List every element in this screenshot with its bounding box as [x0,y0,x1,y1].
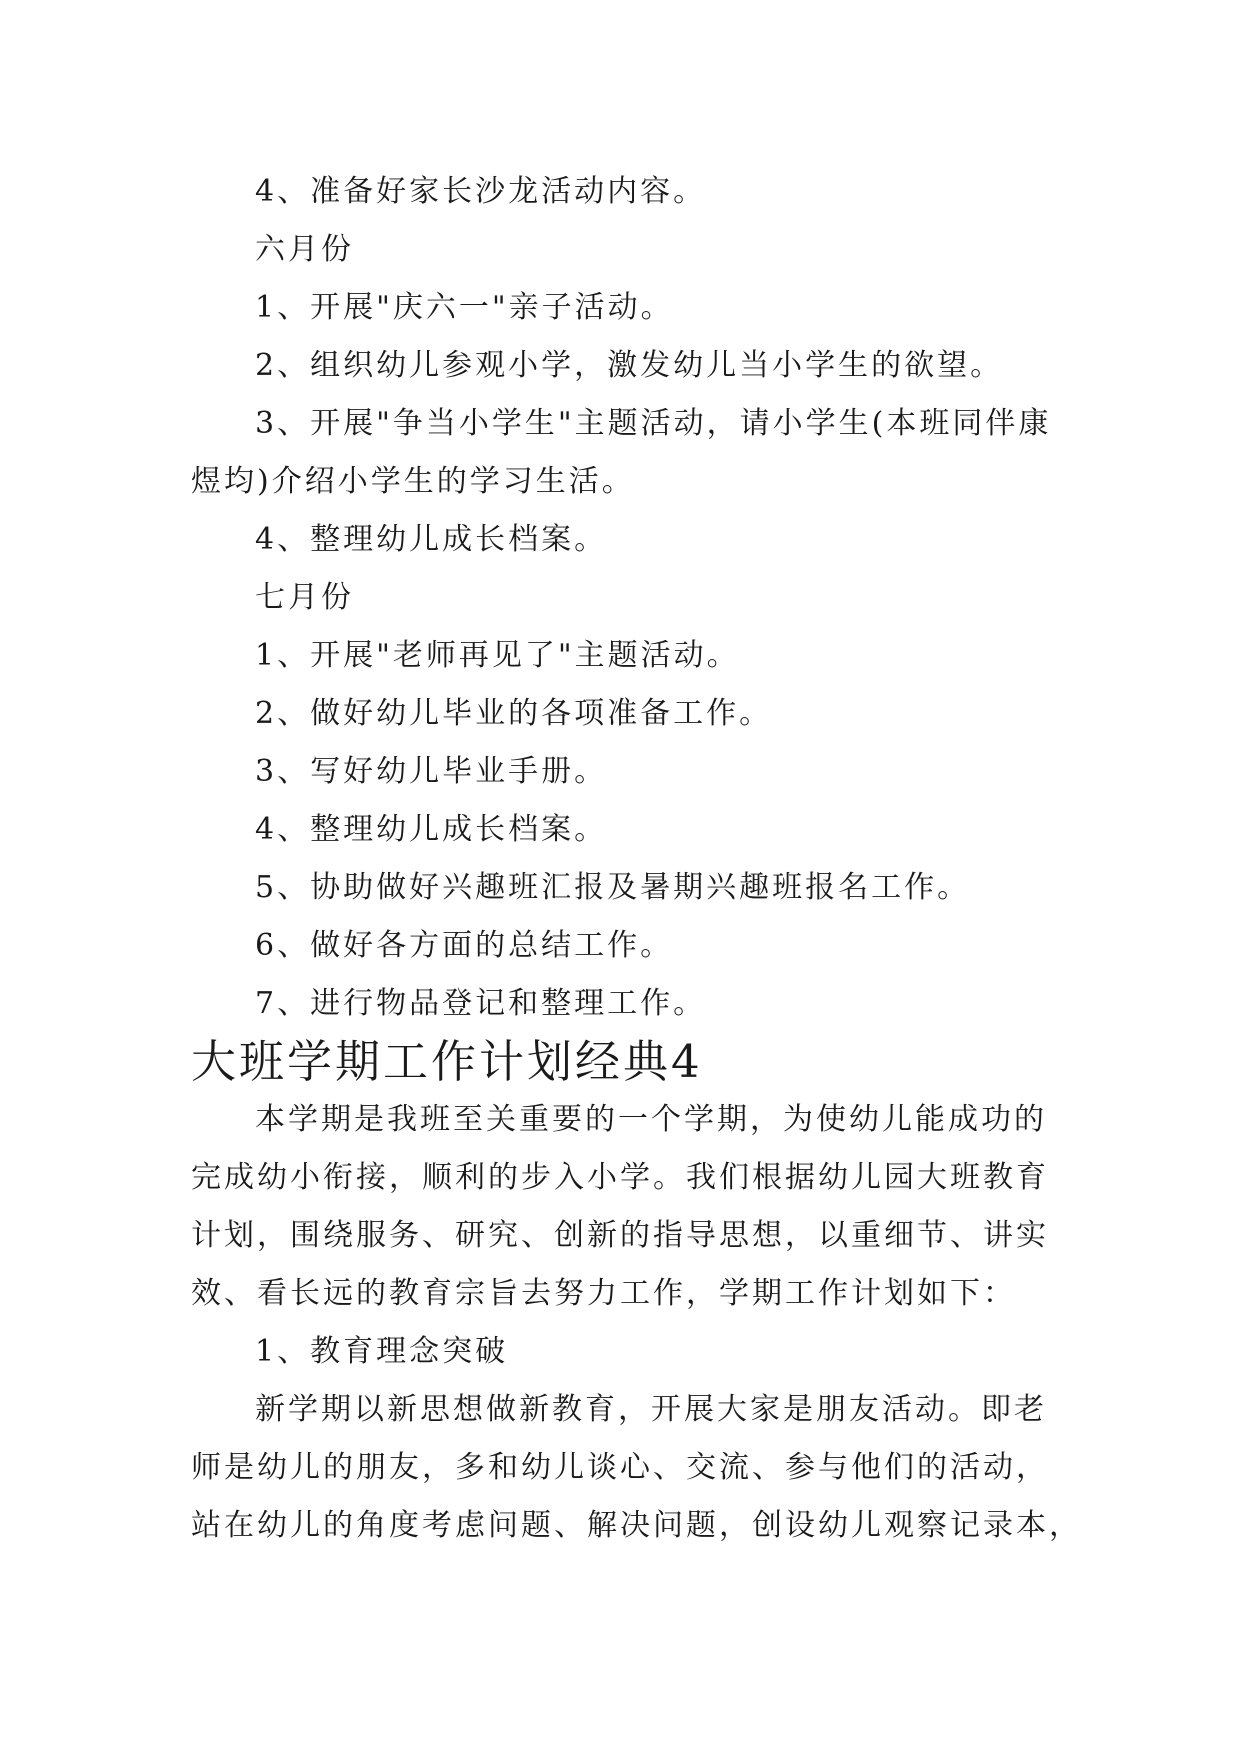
list-item-june-3: 3、开展"争当小学生"主题活动，请小学生(本班同伴康 [255,406,1052,441]
paragraph-intro-line-1: 本学期是我班至关重要的一个学期，为使幼儿能成功的 [255,1102,1047,1137]
section-heading-july: 七月份 [255,580,354,615]
list-item-june-3-continued: 煜均)介绍小学生的学习生活。 [191,464,635,499]
list-item-july-3: 3、写好幼儿毕业手册。 [255,754,608,789]
list-item-july-4: 4、整理幼儿成长档案。 [255,812,608,847]
section-heading-june: 六月份 [255,232,354,267]
list-item-june-1: 1、开展"庆六一"亲子活动。 [255,290,674,325]
list-item-july-7: 7、进行物品登记和整理工作。 [255,986,707,1021]
paragraph-intro-line-3: 计划，围绕服务、研究、创新的指导思想，以重细节、讲实 [191,1218,1049,1253]
list-item-june-2: 2、组织幼儿参观小学，激发幼儿当小学生的欲望。 [255,348,1004,383]
document-body [191,163,1082,1555]
list-item-july-1: 1、开展"老师再见了"主题活动。 [255,638,740,673]
list-item-june-4: 4、整理幼儿成长档案。 [255,522,608,557]
paragraph-intro-line-4: 效、看长远的教育宗旨去努力工作，学期工作计划如下： [191,1276,1016,1311]
article-title: 大班学期工作计划经典4 [191,1035,703,1088]
subheading-education-concept: 1、教育理念突破 [255,1334,509,1369]
paragraph-concept-line-2: 师是幼儿的朋友，多和幼儿谈心、交流、参与他们的活动， [191,1450,1049,1485]
list-item-july-2: 2、做好幼儿毕业的各项准备工作。 [255,696,773,731]
paragraph-concept-line-3: 站在幼儿的角度考虑问题、解决问题，创设幼儿观察记录本， [191,1508,1082,1543]
list-item-may-4: 4、准备好家长沙龙活动内容。 [255,174,707,209]
list-item-july-5: 5、协助做好兴趣班汇报及暑期兴趣班报名工作。 [255,870,971,905]
paragraph-intro-line-2: 完成幼小衔接，顺利的步入小学。我们根据幼儿园大班教育 [191,1160,1049,1195]
paragraph-concept-line-1: 新学期以新思想做新教育，开展大家是朋友活动。即老 [255,1392,1047,1427]
list-item-july-6: 6、做好各方面的总结工作。 [255,928,674,963]
